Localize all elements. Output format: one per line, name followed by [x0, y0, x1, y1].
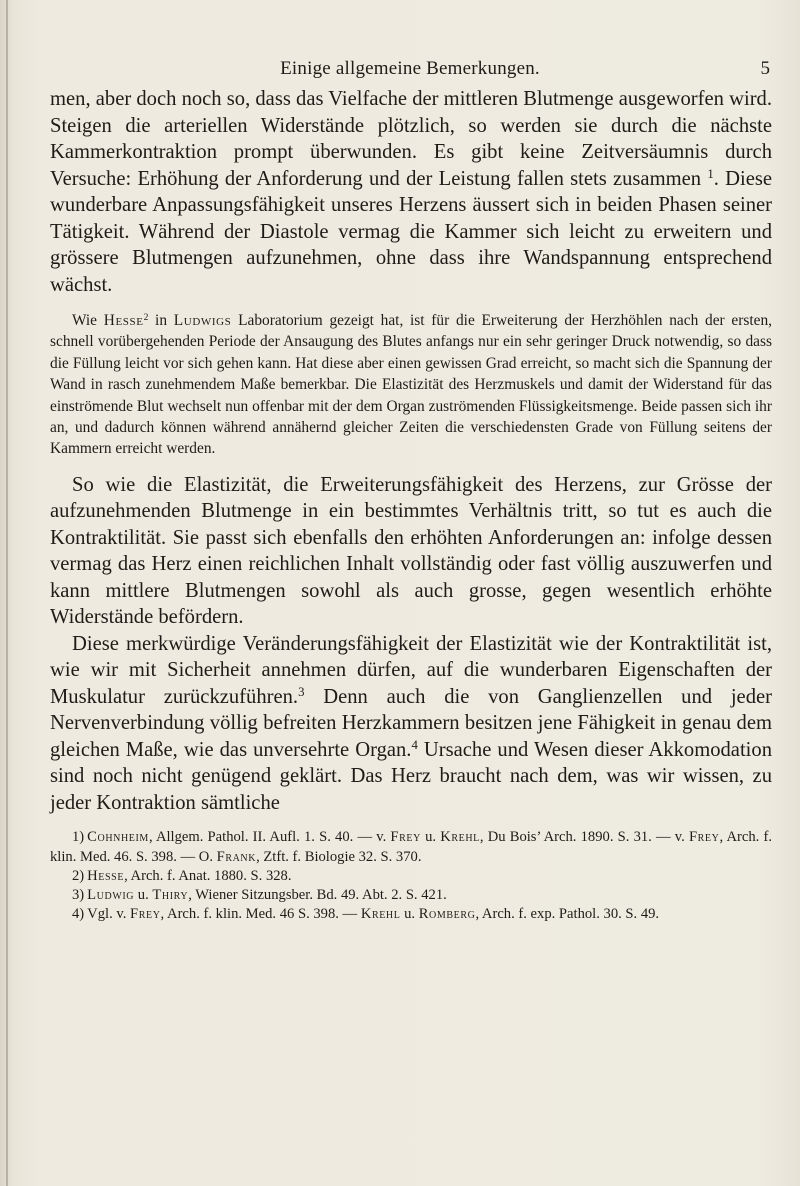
- fn-text: , Arch. f. klin. Med. 46 S. 398. —: [160, 906, 361, 923]
- fn-author: Ludwig: [87, 886, 135, 903]
- footnote-ref-3: 3: [298, 684, 305, 699]
- paragraph-2: So wie die Elastizität, die Erweiterungsfähigkeit des Herzens, zur Grösse der aufzunehmenden Blutmenge in ein bestimmtes Verhältnis tritt, so tut es auch die Kontraktilität. Sie passt sich ebenfalls den erhöhten Anforderungen an: infolge dessen vermag das Herz einen reichlichen Inhalt vollständig oder fast völlig auszuwerfen und kann mittlere Blutmengen sowohl als auch grosse, gegen wesentlich erhöhte Widerstände befördern.: [50, 473, 772, 629]
- fn-author: Krehl: [440, 829, 480, 846]
- fn-text: u.: [134, 886, 153, 903]
- footnote-1: [50, 828, 772, 866]
- paragraph-3-text-a: Diese merkwürdige Veränderungsfähigkeit der Elastizität wie der Kontraktilität ist, wie wir mit Sicherheit annehmen dürfen, auf die wunderbaren Eigenschaften der Muskulatur zurückzuführen.: [50, 632, 772, 708]
- paragraph-3-text-c: Ursache und Wesen dieser Akkomodation sind noch nicht genügend geklärt. Das Herz braucht nach dem, was wir wissen, zu jeder Kontraktion sämtliche: [50, 738, 772, 814]
- paragraph-3-text-b: Denn auch die von Ganglienzellen und jeder Nervenverbindung völlig befreiten Herzkammern besitzen jene Fähigkeit in genau dem gleichen Maße, wie das unversehrte Organ.: [50, 685, 772, 761]
- fn-author: Krehl: [360, 906, 401, 923]
- fn-author: Cohnheim: [87, 829, 149, 846]
- fn-text: u.: [400, 906, 419, 923]
- fn-author: Hesse: [87, 867, 125, 884]
- fn-text: Vgl. v.: [87, 906, 131, 923]
- small-mid: in: [148, 312, 174, 329]
- author-hesse: Hesse: [103, 312, 144, 329]
- running-head: Einige allgemeine Bemerkungen.: [280, 58, 540, 79]
- page-header: [50, 58, 770, 84]
- page-content: [50, 86, 772, 924]
- footnote-marker: 3): [72, 886, 85, 903]
- small-lead: Wie: [72, 312, 104, 329]
- small-print-text: Laboratorium gezeigt hat, ist für die Erweiterung der Herzhöhlen nach der ersten, schnell vorübergehenden Periode der Ansaugung des Blutes anfangs nur ein sehr geringer Druck notwendig, so dass die Füllung leicht vor sich gehen kann. Hat diese aber einen gewissen Grad erreicht, so macht sich die Spannung der Wand in rasch zunehmendem Maße bemerkbar. Die Elastizität des Herzmuskels und damit der Widerstand für das einströmende Blut wechselt nun offenbar mit der dem Organ zuströmenden Flüssigkeitsmenge. Beide passen sich ihr an, und dadurch können während annähernd gleicher Zeiten die verschiedensten Grade von Füllung seitens der Kammern erreicht werden.: [50, 312, 773, 458]
- footnote-2: [50, 867, 772, 886]
- fn-text: u.: [420, 829, 441, 846]
- fn-text: , Arch. f. exp. Pathol. 30. S. 49.: [475, 906, 660, 923]
- footnote-marker: 1): [72, 829, 85, 846]
- footnote-ref-4: 4: [411, 737, 418, 752]
- footnote-4: [50, 905, 772, 924]
- paragraph-3: [50, 631, 772, 817]
- author-ludwigs: Ludwigs: [173, 312, 232, 329]
- fn-author: Frey: [130, 906, 161, 923]
- fn-text: , Allgem. Pathol. II. Aufl. 1. S. 40. — v.: [148, 829, 391, 846]
- fn-text: , Du Bois’ Arch. 1890. S. 31. — v.: [479, 829, 689, 846]
- footnote-ref-1: 1: [707, 166, 714, 181]
- fn-text: , Arch. f. klin. Med. 46. S. 398. — O.: [50, 829, 772, 865]
- fn-text: , Arch. f. Anat. 1880. S. 328.: [124, 867, 292, 884]
- small-print-paragraph: [50, 310, 772, 460]
- fn-text: , Ztft. f. Biologie 32. S. 370.: [256, 848, 422, 865]
- fn-author: Frey: [390, 829, 421, 846]
- fn-text: , Wiener Sitzungsber. Bd. 49. Abt. 2. S. 421.: [188, 886, 447, 903]
- fn-author: Thiry: [152, 886, 189, 903]
- binding-gutter: [6, 0, 8, 1186]
- footnote-3: [50, 886, 772, 905]
- fn-author: Romberg: [418, 906, 476, 923]
- paragraph-1-text-b: . Diese wunderbare Anpassungsfähigkeit unseres Herzens äussert sich in beiden Phasen seiner Tätigkeit. Während der Diastole vermag die Kammer sich leicht zu erweitern und grössere Blutmengen aufzunehmen, ohne dass ihre Wandspannung entsprechend wächst.: [50, 167, 773, 296]
- footnote-marker: 4): [72, 906, 85, 923]
- footnotes: [50, 828, 772, 924]
- paragraph-1: [50, 86, 772, 298]
- paragraph-1-text-a: men, aber doch noch so, dass das Vielfache der mittleren Blutmenge ausgeworfen wird. Steigen die arteriellen Widerstände plötzlich, so werden sie durch die nächste Kammerkontraktion prompt überwunden. Es gibt keine Zeitversäumnis durch Versuche: Erhöhung der Anforderung und der Leistung fallen stets zusammen: [50, 88, 772, 190]
- fn-author: Frey: [688, 829, 720, 846]
- footnote-marker: 2): [72, 867, 85, 884]
- page-number: 5: [760, 58, 770, 79]
- footnote-ref-2: 2: [143, 311, 149, 323]
- fn-author: Frank: [216, 848, 257, 865]
